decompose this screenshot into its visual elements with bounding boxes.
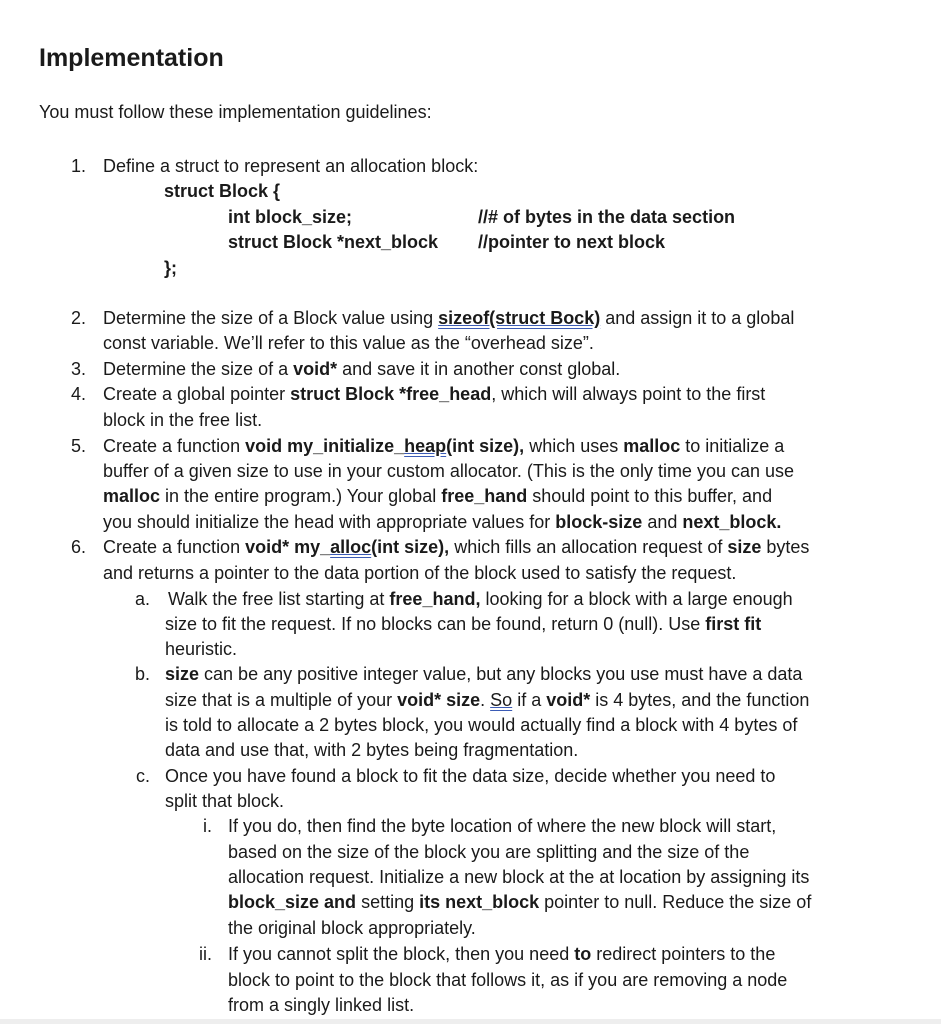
item-3-text-a: Determine the size of a [103,359,294,379]
item-1-marker: 1. [70,156,86,176]
intro-text: You must follow these implementation guidelines: [39,102,432,122]
item-4-text-b: , which will always point to the first [491,384,766,404]
sub-a-line-2 [165,612,761,637]
sub-a-free-hand: free_hand, [389,589,481,609]
item-6-line-2: and returns a pointer to the data portion of the block used to satisfy the request. [103,563,737,583]
sub-b-text-b: size that is a multiple of your [165,690,398,710]
sub-i-line-4 [228,890,811,915]
item-5-malloc: malloc [623,436,681,456]
item-6-line-1 [103,535,809,560]
item-5-text-g: and [642,512,683,532]
item-5-fn-a: void my_initialize_ [245,436,405,456]
sub-i-line-3: allocation request. Initialize a new block at the at location by assigning its [228,867,810,887]
item-6-fn-alloc: alloc [330,537,372,557]
sub-b-line-3: is told to allocate a 2 bytes block, you would actually find a block with 4 bytes of [165,715,798,735]
item-5-fn-heap: heap [404,436,447,456]
item-4-line-1 [103,382,765,407]
section-heading: Implementation [39,44,224,72]
sub-b-void-size: void* size [397,690,481,710]
code-comment-block-size: //# of bytes in the data section [478,207,736,227]
sub-b-line-2 [165,688,809,713]
item-6-fn-a: void* my_ [245,537,331,557]
code-struct-close: }; [164,258,177,278]
sub-ii-line-1 [228,942,775,967]
sub-i-text-b: pointer to null. Reduce the size of [539,892,812,912]
sub-ii-to: to [574,944,592,964]
item-5-text-b: which uses [524,436,624,456]
sub-ii-text-b: redirect pointers to the [591,944,776,964]
item-5-text-a: Create a function [103,436,246,456]
item-5-text-f: you should initialize the head with appropriate values for [103,512,556,532]
item-5-block-size: block-size [555,512,643,532]
sub-i-block-size: block_size and [228,892,357,912]
sub-b-so: So [490,690,513,710]
sub-a-marker: a. [134,589,150,609]
sub-a-line-1 [168,587,793,612]
page-bottom-edge [0,1019,941,1024]
item-6-text-a: Create a function [103,537,246,557]
sub-b-text-c: . [480,690,491,710]
item-3-marker: 3. [70,359,86,379]
item-1-text: Define a struct to represent an allocation block: [103,156,479,176]
sub-c-marker: c. [135,766,150,786]
sub-a-text-a: Walk the free list starting at [168,589,390,609]
item-5-marker: 5. [70,436,86,456]
sub-i-line-1: If you do, then find the byte location of where the new block will start, [228,816,777,836]
item-6-marker: 6. [70,537,86,557]
item-5-text-c: to initialize a [680,436,785,456]
sub-a-text-b: looking for a block with a large enough [480,589,793,609]
item-5-line-3 [103,484,772,509]
item-4-text-a: Create a global pointer [103,384,291,404]
sub-i-next-block: its next_block [419,892,540,912]
item-5-text-d: in the entire program.) Your global [160,486,442,506]
item-5-line-1 [103,434,784,459]
item-5-text-e: should point to this buffer, and [527,486,773,506]
item-4-marker: 4. [70,384,86,404]
item-6-text-b: which fills an allocation request of [449,537,728,557]
item-5-line-2: buffer of a given size to use in your custom allocator. (This is the only time you can use [103,461,795,481]
item-6-fn-b: (int size), [371,537,450,557]
code-struct-open: struct Block { [164,181,281,201]
sub-a-text-c: size to fit the request. If no blocks can be found, return 0 (null). Use [165,614,706,634]
item-4-free-head: struct Block *free_head [290,384,492,404]
code-field-block-size: int block_size; [228,207,353,227]
sub-ii-text-a: If you cannot split the block, then you need [228,944,575,964]
sub-b-text-a: can be any positive integer value, but any blocks you use must have a data [199,664,803,684]
sub-ii-line-3: from a singly linked list. [228,995,415,1015]
item-5-line-4 [103,510,781,535]
sub-ii-marker: ii. [199,944,212,964]
sub-c-line-1: Once you have found a block to fit the data size, decide whether you need to [165,766,776,786]
code-field-next-block: struct Block *next_block [228,232,439,252]
item-6-text-c: bytes [761,537,810,557]
sub-b-line-1 [165,662,802,687]
sub-i-line-5: the original block appropriately. [228,918,476,938]
sub-a-first-fit: first fit [705,614,762,634]
item-2-sizeof: sizeof(struct Bock) [438,308,601,328]
item-3-text-b: and save it in another const global. [337,359,621,379]
item-2-line-2: const variable. We’ll refer to this value as the “overhead size”. [103,333,594,353]
sub-a-line-3: heuristic. [165,639,238,659]
sub-ii-line-2: block to point to the block that follows it, as if you are removing a node [228,970,788,990]
item-3-void: void* [293,359,338,379]
sub-b-marker: b. [134,664,150,684]
item-2-text-a: Determine the size of a Block value using [103,308,439,328]
sub-i-text-a: setting [356,892,420,912]
sub-c-line-2: split that block. [165,791,285,811]
sub-b-void: void* [546,690,591,710]
item-4-line-2: block in the free list. [103,410,263,430]
sub-b-text-e: is 4 bytes, and the function [590,690,810,710]
item-6-size: size [727,537,762,557]
sub-b-text-d: if a [512,690,547,710]
item-5-fn-b: (int size), [446,436,525,456]
item-3-line-1 [103,357,620,382]
sub-b-size: size [165,664,200,684]
sub-i-marker: i. [203,816,212,836]
item-5-next-block: next_block. [682,512,782,532]
item-2-marker: 2. [70,308,86,328]
item-2-line-1 [103,306,794,331]
item-5-malloc-2: malloc [103,486,161,506]
sub-b-line-4: data and use that, with 2 bytes being fragmentation. [165,740,579,760]
code-comment-next-block: //pointer to next block [478,232,666,252]
sub-i-line-2: based on the size of the block you are splitting and the size of the [228,842,750,862]
item-2-text-b: and assign it to a global [600,308,795,328]
item-5-free-hand: free_hand [441,486,528,506]
